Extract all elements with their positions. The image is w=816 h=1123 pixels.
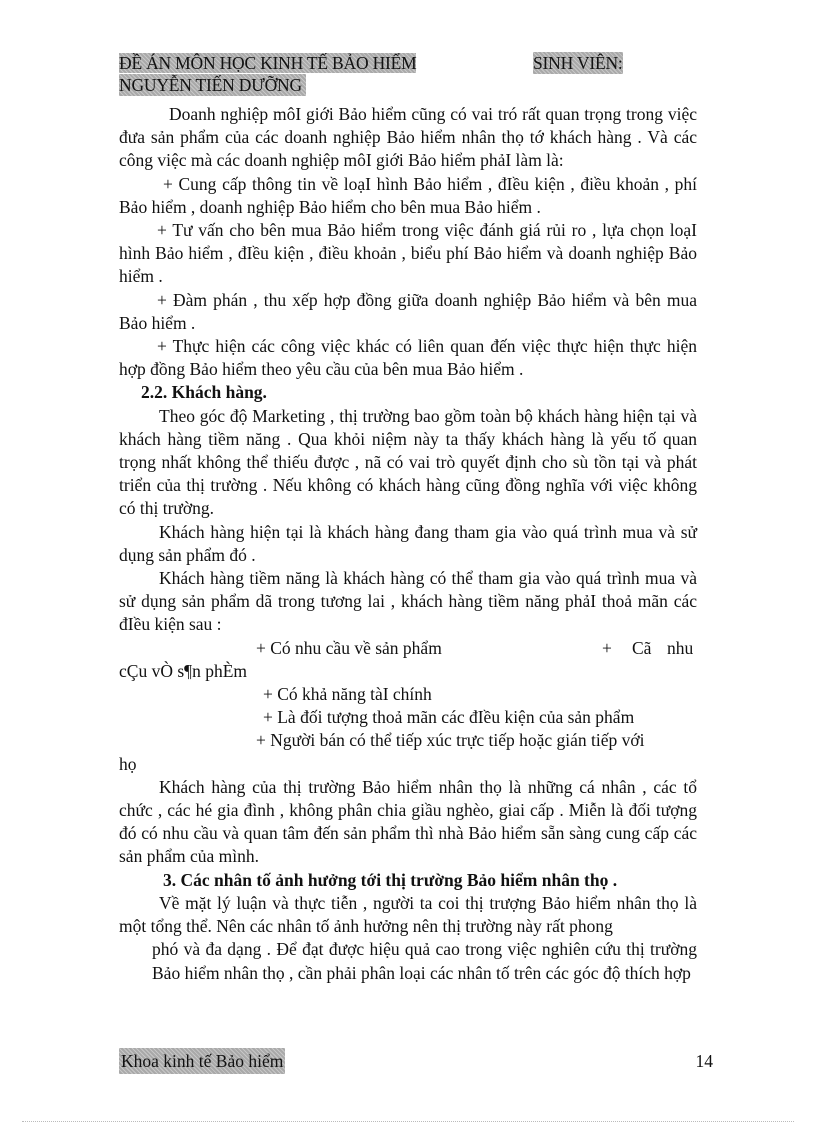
paragraph: Khách hàng của thị trường Bảo hiểm nhân thọ là những cá nhân , các tổ chức , các hé gia đình , không phân chia giầu nghèo, giai cấp . Miễn là đối tượng đó có nhu cầu và quan tâm đến sản phẩm thì nhà Bảo hiểm sẵn sàng cung cấp các sản phẩm của mình. bbox=[119, 776, 697, 867]
condition-row bbox=[119, 637, 697, 660]
document-body bbox=[119, 103, 697, 985]
condition-item: + Người bán có thể tiếp xúc trực tiếp hoặc gián tiếp với bbox=[256, 730, 645, 751]
page-number: 14 bbox=[695, 1051, 713, 1071]
footer-faculty: Khoa kinh tế Bảo hiểm bbox=[119, 1048, 285, 1074]
section-heading-2-2: 2.2. Khách hàng. bbox=[141, 382, 267, 403]
condition-item-continuation: họ bbox=[119, 753, 137, 774]
paragraph: phó và đa dạng . Để đạt được hiệu quả cao trong việc nghiên cứu thị trường Bảo hiểm nhân thọ , cần phải phân loại các nhân tố trên các góc độ thích hợp bbox=[152, 939, 697, 983]
condition-item: + Có nhu cầu về sản phẩm bbox=[256, 637, 442, 658]
header-course-title: ĐỀ ÁN MÔN HỌC KINH TẾ BẢO HIỂM bbox=[119, 53, 417, 73]
header-student-label: SINH VIÊN: bbox=[533, 53, 623, 73]
page-bottom-rule bbox=[22, 1121, 794, 1122]
paragraph: Khách hàng tiềm năng là khách hàng có thể tham gia vào quá trình mua và sử dụng sản phẩm dã trong tương lai , khách hàng tiềm năng phảI thoả mãn các đIều kiện sau : bbox=[119, 568, 697, 635]
header-student-name: NGUYỄN TIẾN DƯỠNG bbox=[119, 74, 306, 96]
paragraph: Khách hàng hiện tại là khách hàng đang tham gia vào quá trình mua và sử dụng sản phẩm đó . bbox=[119, 521, 697, 565]
page-header bbox=[119, 52, 639, 96]
paragraph: Theo góc độ Marketing , thị trường bao gồm toàn bộ khách hàng hiện tại và khách hàng tiềm năng . Qua khỏi niệm này ta thấy khách hàng là yếu tố quan trọng nhất không thể thiếu được , nã có vai trò quyết định cho sù tồn tại và phát triển của thị trường . Nếu không có khách hàng cũng đồng nghĩa với việc không có thị trường. bbox=[119, 405, 697, 519]
paragraph: + Tư vấn cho bên mua Bảo hiểm trong việc đánh giá rủi ro , lựa chọn loạI hình Bảo hiểm , đIều kiện , điều khoản , biểu phí Bảo hiểm và doanh nghiệp Bảo hiểm . bbox=[119, 220, 697, 287]
condition-item: Cã bbox=[632, 637, 652, 658]
section-heading-3: 3. Các nhân tố ảnh hưởng tới thị trường Bảo hiểm nhân thọ . bbox=[163, 869, 618, 890]
paragraph: + Đàm phán , thu xếp hợp đồng giữa doanh nghiệp Bảo hiểm và bên mua Bảo hiểm . bbox=[119, 289, 697, 333]
condition-item: + Có khả năng tàI chính bbox=[263, 684, 432, 705]
paragraph: Doanh nghiệp môI giới Bảo hiểm cũng có vai tró rất quan trọng trong việc đưa sản phẩm của các doanh nghiệp Bảo hiểm nhân thọ tớ khách hàng . Và các công việc mà các doanh nghiệp môI giới Bảo hiểm phảI làm là: bbox=[119, 104, 697, 171]
condition-item: + Là đối tượng thoả mãn các đIều kiện của sản phẩm bbox=[263, 707, 635, 728]
condition-item: nhu bbox=[667, 637, 694, 658]
paragraph: + Cung cấp thông tin về loạI hình Bảo hiểm , đIều kiện , điều khoản , phí Bảo hiểm , doanh nghiệp Bảo hiểm cho bên mua Bảo hiểm . bbox=[119, 173, 697, 217]
page-footer bbox=[119, 1048, 715, 1074]
garbled-text-line: cÇu vÒ s¶n phÈm bbox=[119, 660, 247, 681]
header-line-1 bbox=[119, 52, 639, 74]
condition-item: + bbox=[602, 637, 612, 658]
paragraph: Về mặt lý luận và thực tiễn , người ta coi thị trượng Bảo hiểm nhân thọ là một tổng thể. Nên các nhân tố ảnh hưởng nên thị trường này rất phong bbox=[119, 892, 697, 937]
paragraph: + Thực hiện các công việc khác có liên quan đến việc thực hiện thực hiện hợp đồng Bảo hiểm theo yêu cầu của bên mua Bảo hiểm . bbox=[119, 336, 697, 380]
